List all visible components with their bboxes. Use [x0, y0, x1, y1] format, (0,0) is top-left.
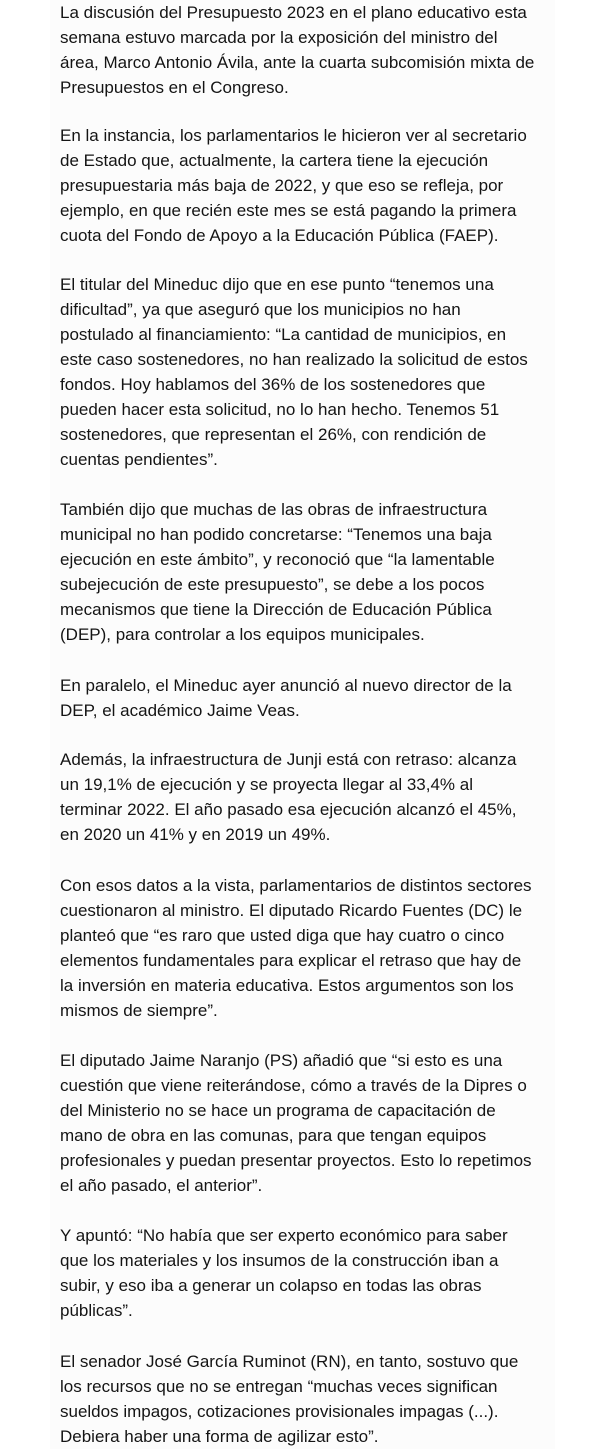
paragraph: El senador José García Ruminot (RN), en tanto, sostuvo que los recursos que no se entregan “muchas veces significan sueldos impagos, cotizaciones provisionales impagas (...). Debiera haber una forma de agilizar esto”. [60, 1352, 519, 1446]
paragraph: También dijo que muchas de las obras de infraestructura municipal no han podido concretarse: “Tenemos una baja ejecución en este ámbito”, y reconoció que “la lamentable subejecución de este presupuesto”, se debe a los pocos mecanismos que tiene la Dirección de Educación Pública (DEP), para controlar a los equipos municipales. [60, 500, 495, 644]
paragraph: El titular del Mineduc dijo que en ese punto “tenemos una dificultad”, ya que aseguró que los municipios no han postulado al financiamiento: “La cantidad de municipios, en este caso sostenedores, no han realizado la solicitud de estos fondos. Hoy hablamos del 36% de los sostenedores que pueden hacer esta solicitud, no lo han hecho. Tenemos 51 sostenedores, que representan el 26%, con rendición de cuentas pendientes”. [60, 275, 528, 469]
paragraph: Con esos datos a la vista, parlamentarios de distintos sectores cuestionaron al ministro. El diputado Ricardo Fuentes (DC) le planteó que “es raro que usted diga que hay cuatro o cinco elementos fundamentales para explicar el retraso que hay de la inversión en materia educativa. Estos argumentos son los mismos de siempre”. [60, 876, 532, 1020]
paragraph: En paralelo, el Mineduc ayer anunció al nuevo director de la DEP, el académico Jaime Veas. [60, 676, 512, 720]
paragraph: Además, la infraestructura de Junji está con retraso: alcanza un 19,1% de ejecución y se proyecta llegar al 33,4% al terminar 2022. El año pasado esa ejecución alcanzó el 45%, en 2020 un 41% y en 2019 un 49%. [60, 750, 517, 844]
paragraph: El diputado Jaime Naranjo (PS) añadió que “si esto es una cuestión que viene reiterándose, cómo a través de la Dipres o del Ministerio no se hace un programa de capacitación de mano de obra en las comunas, para que tengan equipos profesionales y puedan presentar proyectos. Esto lo repetimos el año pasado, el anterior”. [60, 1051, 532, 1195]
paragraph: En la instancia, los parlamentarios le hicieron ver al secretario de Estado que, actualmente, la cartera tiene la ejecución presupuestaria más baja de 2022, y que eso se refleja, por ejemplo, en que recién este mes se está pagando la primera cuota del Fondo de Apoyo a la Educación Pública (FAEP). [60, 126, 527, 245]
paragraph: Y apuntó: “No había que ser experto económico para saber que los materiales y los insumos de la construcción iban a subir, y eso iba a generar un colapso en todas las obras públicas”. [60, 1226, 508, 1320]
paragraph: La discusión del Presupuesto 2023 en el plano educativo esta semana estuvo marcada por la exposición del ministro del área, Marco Antonio Ávila, ante la cuarta subcomisión mixta de Presupuestos en el Congreso. [60, 3, 535, 97]
